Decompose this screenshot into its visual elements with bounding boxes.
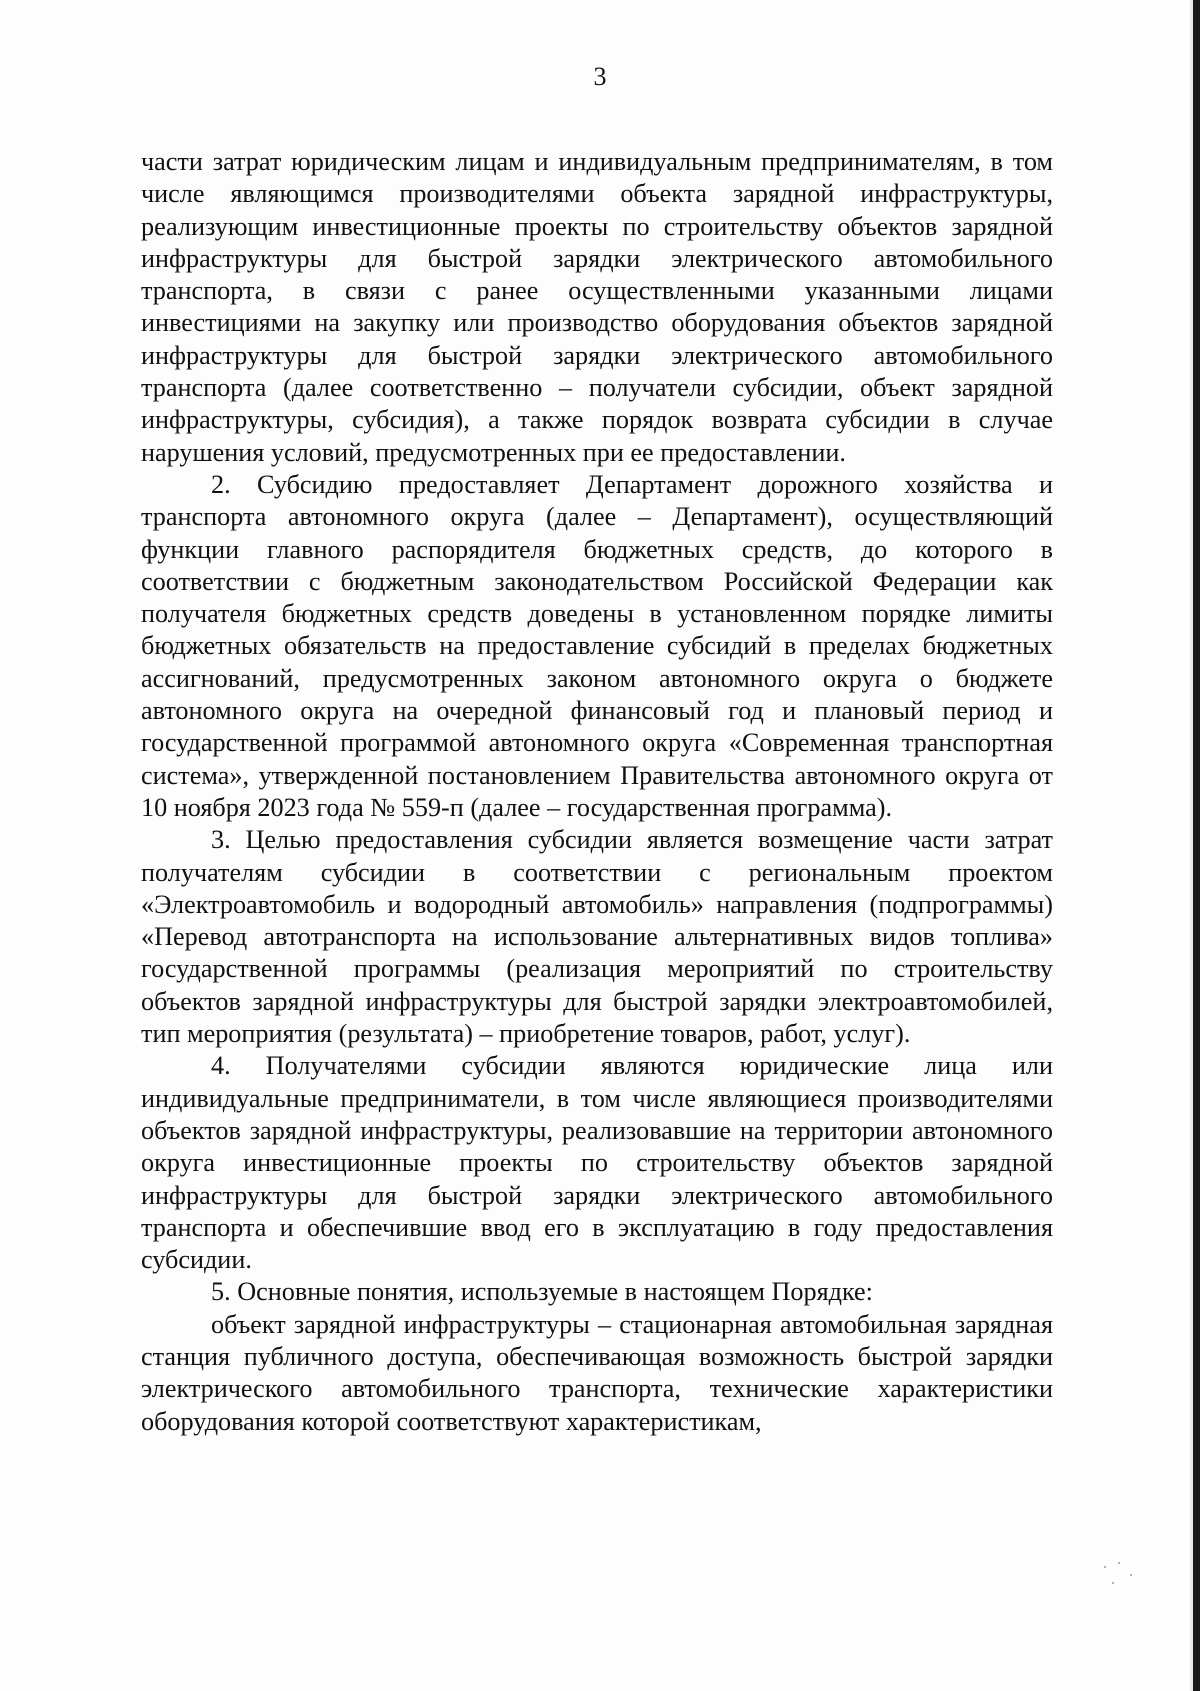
page-number: 3 xyxy=(593,62,607,91)
scan-edge-border xyxy=(1193,0,1200,1691)
paragraph-4: 4. Получателями субсидии являются юридические лица или индивидуальные предприниматели, в том числе являющиеся производителями объектов зарядной инфраструктуры, реализовавшие на территории автономного округа инвестиционные проекты по строительству объектов зарядной инфраструктуры для быстрой зарядки электрического автомобильного транспорта и обеспечившие ввод его в эксплуатацию в году предоставления субсидии. xyxy=(141,1051,1053,1275)
paragraph-definition: объект зарядной инфраструктуры – стационарная автомобильная зарядная станция публичного доступа, обеспечивающая возможность быстрой зарядки электрического автомобильного транспорта, технические характеристики оборудования которой соответствуют характеристикам, xyxy=(141,1309,1053,1436)
paragraph-1-continuation: части затрат юридическим лицам и индивидуальным предпринимателям, в том числе являющимся производителями объекта зарядной инфраструктуры, реализующим инвестиционные проекты по строительству объектов зарядной инфраструктуры для быстрой зарядки электрического автомобильного транспорта, в связи с ранее осуществленными указанными лицами инвестициями на закупку или производство оборудования объектов зарядной инфраструктуры для быстрой зарядки электрического автомобильного транспорта (далее соответственно – получатели субсидии, объект зарядной инфраструктуры, субсидия), а также порядок возврата субсидии в случае нарушения условий, предусмотренных при ее предоставлении. xyxy=(141,147,1053,467)
scan-specks xyxy=(1100,1560,1140,1590)
paragraph-2: 2. Субсидию предоставляет Департамент дорожного хозяйства и транспорта автономного округа (далее – Департамент), осуществляющий функции главного распорядителя бюджетных средств, до которого в соответствии с бюджетным законодательством Российской Федерации как получателя бюджетных средств доведены в установленном порядке лимиты бюджетных обязательств на предоставление субсидий в пределах бюджетных ассигнований, предусмотренных законом автономного округа о бюджете автономного округа на очередной финансовый год и плановый период и государственной программой автономного округа «Современная транспортная система», утвержденной постановлением Правительства автономного округа от 10 ноября 2023 года № 559-п (далее – государственная программа). xyxy=(141,469,1053,822)
paragraph-5: 5. Основные понятия, используемые в настоящем Порядке: xyxy=(211,1277,873,1307)
paragraph-3: 3. Целью предоставления субсидии является возмещение части затрат получателям субсидии в соответствии с региональным проектом «Электроавтомобиль и водородный автомобиль» направления (подпрограммы) «Перевод автотранспорта на использование альтернативных видов топлива» государственной программы (реализация мероприятий по строительству объектов зарядной инфраструктуры для быстрой зарядки электроавтомобилей, тип мероприятия (результата) – приобретение товаров, работ, услуг). xyxy=(141,825,1053,1049)
document-body xyxy=(141,146,1053,1438)
